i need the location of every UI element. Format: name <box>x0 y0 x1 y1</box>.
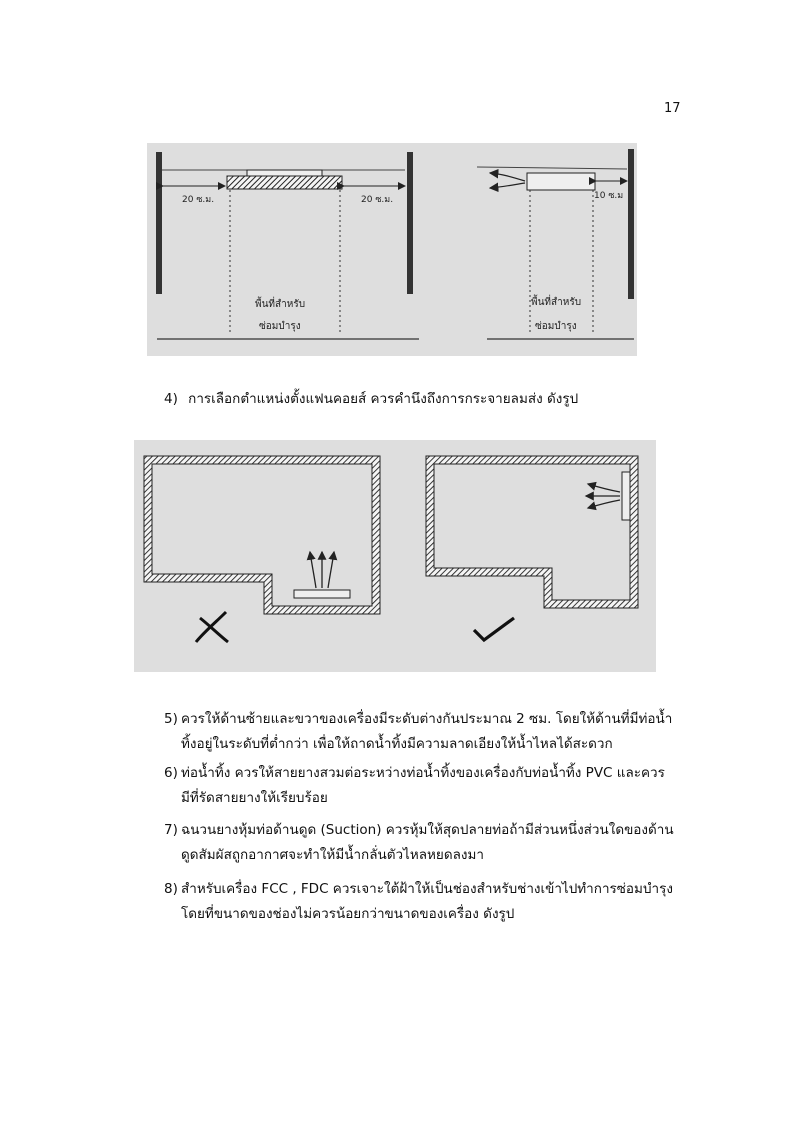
room-outline-right <box>430 460 634 604</box>
item-line: ท่อน้ำทิ้ง ควรให้สายยางสวมต่อระหว่างท่อน้ำทิ้งของเครื่องกับท่อน้ำทิ้ง PVC และควร <box>181 765 665 781</box>
wrong-mark-icon <box>196 612 228 642</box>
airflow-arrow-icon <box>490 173 525 181</box>
fancoil-placement-figure <box>134 440 656 672</box>
maintenance-area-label-line1-right: พื้นที่สำหรับ <box>531 297 582 308</box>
page-number: 17 <box>664 101 681 116</box>
item-number: 5) <box>164 711 178 727</box>
item-number: 6) <box>164 765 178 781</box>
maintenance-area-label-line2: ซ่อมบำรุง <box>259 321 301 332</box>
item-5 <box>164 707 694 757</box>
airflow-arrow-icon <box>490 183 525 188</box>
fancoil-unit-left <box>227 176 342 189</box>
item-6 <box>164 761 694 811</box>
caption-text: การเลือกตำแหน่งตั้งแฟนคอยส์ ควรคำนึงถึงการกระจายลมส่ง ดังรูป <box>188 391 579 407</box>
check-mark-icon <box>474 618 514 640</box>
item-number: 7) <box>164 822 178 838</box>
airflow-arrow-icon <box>328 552 334 588</box>
maintenance-clearance-figure <box>147 143 637 356</box>
room-outline-left <box>148 460 376 610</box>
airflow-arrow-icon <box>588 484 620 492</box>
maintenance-area-label-line2-right: ซ่อมบำรุง <box>535 321 577 332</box>
item-number: 4) <box>164 391 178 407</box>
item-line: โดยที่ขนาดของช่องไม่ควรน้อยกว่าขนาดของเครื่อง ดังรูป <box>181 906 515 922</box>
item-line: สำหรับเครื่อง FCC , FDC ควรเจาะใต้ฝ้าให้เป็นช่องสำหรับช่างเข้าไปทำการซ่อมบำรุง <box>181 881 673 897</box>
item-line: มีที่รัดสายยางให้เรียบร้อย <box>181 790 328 806</box>
left-wall <box>156 152 162 294</box>
fancoil-unit-right <box>527 173 595 190</box>
item-7 <box>164 818 694 868</box>
right-diagram-wall <box>628 149 634 299</box>
clearance-diagram <box>147 143 637 356</box>
airflow-arrow-icon <box>588 500 620 508</box>
dim-left-label: 20 ซ.ม. <box>182 195 215 205</box>
airflow-arrow-icon <box>310 552 316 588</box>
item-line: ทิ้งอยู่ในระดับที่ต่ำกว่า เพื่อให้ถาดน้ำทิ้งมีความลาดเอียงให้น้ำไหลได้สะดวก <box>181 736 613 752</box>
maintenance-area-label-line1: พื้นที่สำหรับ <box>255 299 306 310</box>
right-wall <box>407 152 413 294</box>
item-line: ควรให้ด้านซ้ายและขวาของเครื่องมีระดับต่างกันประมาณ 2 ซม. โดยให้ด้านที่มีท่อน้ำ <box>181 711 673 727</box>
placement-diagram <box>134 440 656 672</box>
item-8 <box>164 877 694 927</box>
item-line: ดูดสัมผัสถูกอากาศจะทำให้มีน้ำกลั่นตัวไหลหยดลงมา <box>181 847 484 863</box>
fancoil-unit-floor <box>294 590 350 598</box>
dim-right-label: 20 ซ.ม. <box>361 195 394 205</box>
fancoil-unit-wall <box>622 472 630 520</box>
item-number: 8) <box>164 881 178 897</box>
item-line: ฉนวนยางหุ้มท่อด้านดูด (Suction) ควรหุ้มให้สุดปลายท่อถ้ามีส่วนหนึ่งส่วนใดของด้าน <box>181 822 674 838</box>
caption-item-4 <box>164 387 578 409</box>
dim-right-diagram-label: 10 ซ.ม <box>594 191 624 201</box>
